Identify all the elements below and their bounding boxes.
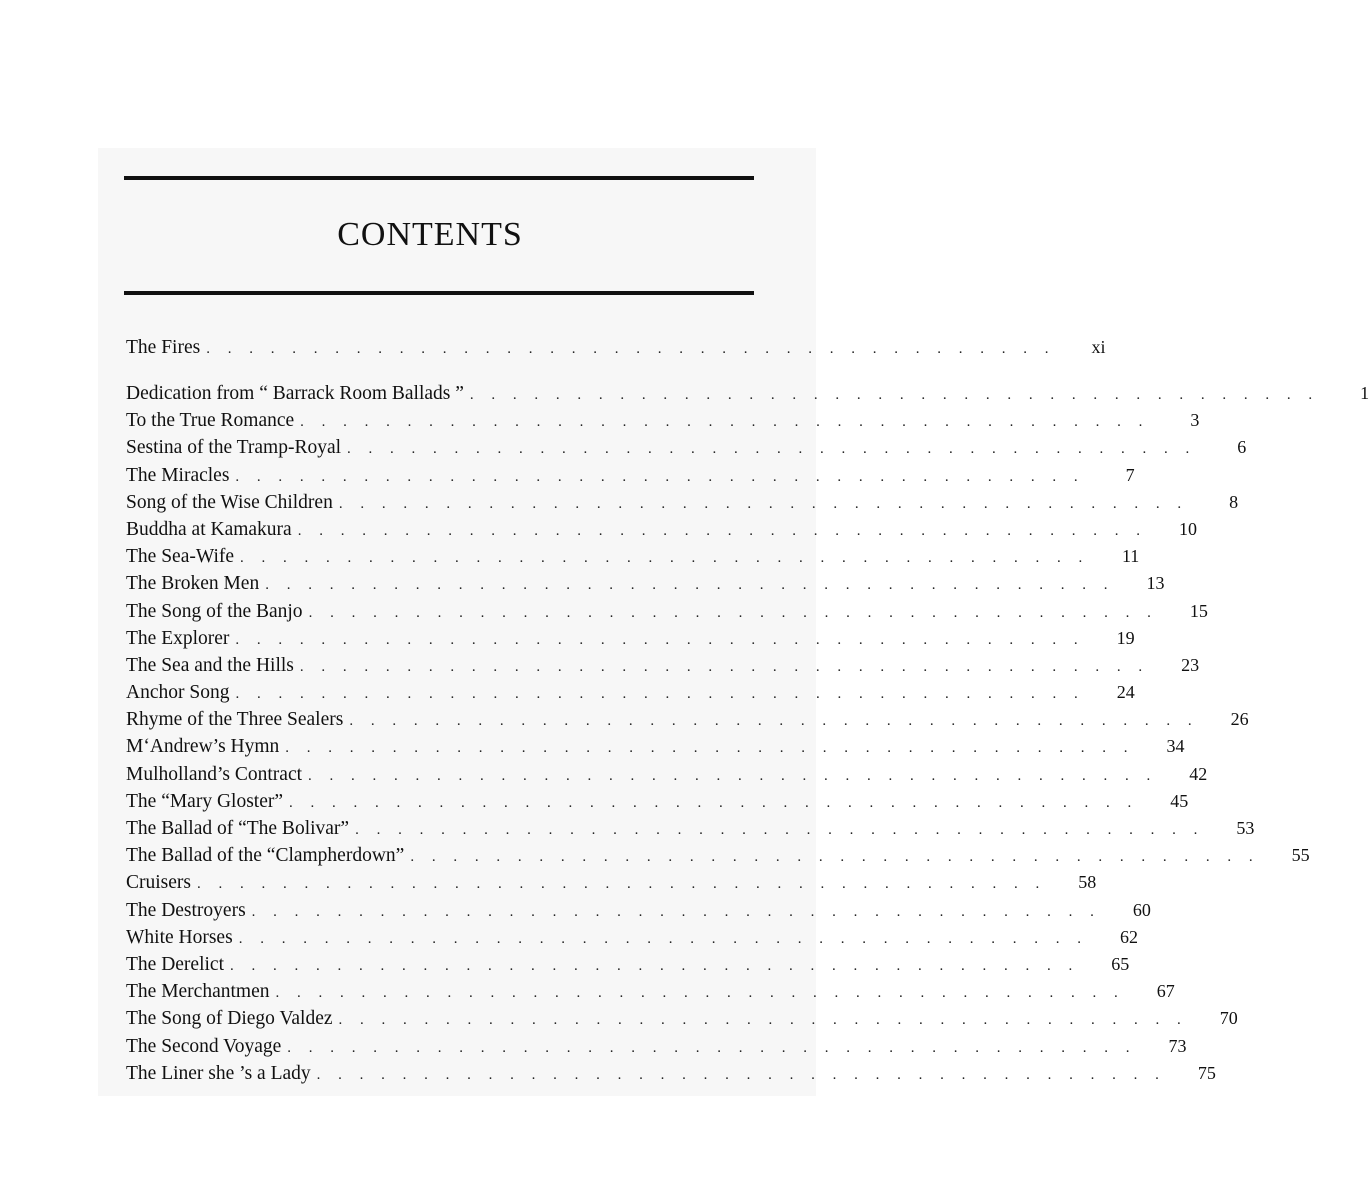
- toc-entry-title: The Broken Men: [126, 573, 260, 595]
- toc-list: [126, 380, 1369, 1087]
- toc-entry-title: Cruisers: [126, 872, 191, 894]
- toc-entry: [126, 434, 1247, 461]
- toc-entry-page: 15: [1189, 600, 1208, 621]
- toc-entry: [126, 1033, 1187, 1060]
- toc-entry: [126, 516, 1197, 543]
- toc-leader-dots: . . . . . . . . . . . . . . . . . . . . . . . . . . . . . . . . . . . . . . . .: [275, 985, 1125, 1002]
- toc-entry-page: 65: [1111, 953, 1130, 974]
- toc-entry-title: Dedication from “ Barrack Room Ballads ”: [126, 383, 464, 404]
- toc-entry: [126, 924, 1138, 951]
- toc-entry-page: 6: [1237, 437, 1247, 458]
- toc-entry: [126, 842, 1310, 869]
- toc-leader-dots: . . . . . . . . . . . . . . . . . . . . . . . . . . . . . . . . . . . . . . . .: [355, 822, 1205, 838]
- toc-leader-dots: . . . . . . . . . . . . . . . . . . . . . . . . . . . . . . . . . . . . . . . .: [299, 658, 1150, 675]
- toc-entry-page: 73: [1168, 1035, 1187, 1056]
- toc-entry-page: 75: [1197, 1062, 1216, 1083]
- toc-entry: [126, 543, 1140, 570]
- toc-leader-dots: . . . . . . . . . . . . . . . . . . . . . . . . . . . . . . . . . . . . . . . .: [289, 794, 1139, 811]
- toc-entry-page: 7: [1125, 464, 1135, 485]
- toc-entry-page: 11: [1121, 546, 1140, 567]
- toc-entry-page: 53: [1236, 818, 1255, 838]
- toc-entry-title: M‘Andrew’s Hymn: [126, 736, 280, 758]
- bottom-rule: [124, 291, 754, 295]
- toc-entry-title: The Ballad of “The Bolivar”: [126, 818, 350, 839]
- toc-leader-dots: . . . . . . . . . . . . . . . . . . . . . . . . . . . . . . . . . . . . . . . .: [469, 387, 1320, 403]
- toc-entry: [126, 1005, 1238, 1032]
- toc-leader-dots: . . . . . . . . . . . . . . . . . . . . . . . . . . . . . . . . . . . . . . . .: [308, 767, 1158, 784]
- toc-leader-dots: . . . . . . . . . . . . . . . . . . . . . . . . . . . . . . . . . . . . . . . .: [206, 341, 1056, 357]
- toc-entry-title: The “Mary Gloster”: [126, 790, 284, 812]
- toc-entry-title: White Horses: [126, 926, 233, 948]
- toc-entry-page: 8: [1229, 491, 1239, 512]
- toc-entry-title: The Miracles: [126, 464, 230, 486]
- toc-entry-page: 26: [1230, 709, 1249, 730]
- toc-entry-page: 62: [1119, 926, 1138, 947]
- toc-entry-title: The Fires: [126, 337, 201, 358]
- toc-leader-dots: . . . . . . . . . . . . . . . . . . . . . . . . . . . . . . . . . . . . . . . .: [197, 876, 1047, 893]
- page-title: CONTENTS: [337, 216, 523, 253]
- toc-leader-dots: . . . . . . . . . . . . . . . . . . . . . . . . . . . . . . . . . . . . . . . .: [308, 604, 1158, 621]
- toc-entry: [126, 706, 1249, 733]
- toc-entry: [126, 407, 1200, 434]
- toc-entry-title: Buddha at Kamakura: [126, 518, 292, 540]
- toc-entry: [126, 951, 1130, 978]
- toc-entry: [126, 815, 1255, 842]
- toc-entry: [126, 380, 1369, 407]
- toc-entry: [126, 598, 1208, 625]
- toc-entry-title: The Song of the Banjo: [126, 600, 303, 622]
- toc-entry-title: The Sea and the Hills: [126, 654, 294, 676]
- toc-leader-dots: . . . . . . . . . . . . . . . . . . . . . . . . . . . . . . . . . . . . . . . .: [316, 1066, 1166, 1083]
- toc-leader-dots: . . . . . . . . . . . . . . . . . . . . . . . . . . . . . . . . . . . . . . . .: [338, 1012, 1188, 1029]
- toc-entry: [126, 652, 1200, 679]
- toc-leader-dots: . . . . . . . . . . . . . . . . . . . . . . . . . . . . . . . . . . . . . . . .: [410, 849, 1260, 866]
- toc-leader-dots: . . . . . . . . . . . . . . . . . . . . . . . . . . . . . . . . . . . . . . . .: [235, 468, 1085, 485]
- toc-entry-title: Mulholland’s Contract: [126, 763, 303, 785]
- toc-entry: [126, 869, 1097, 896]
- toc-entry-title: To the True Romance: [126, 410, 295, 432]
- toc-entry-page: xi: [1091, 337, 1106, 357]
- toc-entry-page: 3: [1190, 410, 1200, 431]
- toc-entry-page: 24: [1116, 682, 1135, 703]
- toc-leader-dots: . . . . . . . . . . . . . . . . . . . . . . . . . . . . . . . . . . . . . . . .: [235, 631, 1085, 648]
- toc-entry-title: Anchor Song: [126, 682, 230, 704]
- toc-entry-page: 45: [1170, 790, 1189, 811]
- toc-entry-title: The Liner she ’s a Lady: [126, 1062, 311, 1084]
- toc-first-entry: [126, 334, 1106, 361]
- toc-entry-title: The Merchantmen: [126, 981, 270, 1003]
- toc-entry-page: 34: [1166, 736, 1185, 757]
- toc-leader-dots: . . . . . . . . . . . . . . . . . . . . . . . . . . . . . . . . . . . . . . . .: [230, 957, 1080, 974]
- toc-entry-page: 19: [1116, 627, 1135, 648]
- toc-entry: [126, 733, 1185, 760]
- toc-entry-page: 1: [1360, 383, 1369, 403]
- toc-entry: [126, 679, 1135, 706]
- toc-entry-title: Rhyme of the Three Sealers: [126, 709, 344, 731]
- toc-entry-page: 60: [1132, 899, 1151, 920]
- toc-entry-title: Sestina of the Tramp-Royal: [126, 437, 342, 459]
- toc-entry-title: Song of the Wise Children: [126, 491, 333, 513]
- toc-leader-dots: . . . . . . . . . . . . . . . . . . . . . . . . . . . . . . . . . . . . . . . .: [338, 495, 1189, 512]
- toc-entry-title: The Song of Diego Valdez: [126, 1008, 333, 1030]
- toc-leader-dots: . . . . . . . . . . . . . . . . . . . . . . . . . . . . . . . . . . . . . . . .: [265, 577, 1115, 594]
- toc-entry: [126, 334, 1106, 361]
- toc-entry-title: The Derelict: [126, 953, 224, 975]
- toc-entry: [126, 978, 1175, 1005]
- toc-entry-page: 13: [1146, 573, 1165, 594]
- toc-leader-dots: . . . . . . . . . . . . . . . . . . . . . . . . . . . . . . . . . . . . . . . .: [300, 414, 1150, 431]
- toc-entry: [126, 489, 1239, 516]
- toc-entry-page: 67: [1156, 981, 1175, 1002]
- toc-entry: [126, 570, 1165, 597]
- toc-leader-dots: . . . . . . . . . . . . . . . . . . . . . . . . . . . . . . . . . . . . . . . .: [349, 713, 1199, 730]
- top-rule: [124, 176, 754, 180]
- toc-entry-page: 58: [1078, 872, 1097, 893]
- toc-entry-page: 42: [1189, 763, 1208, 784]
- toc-leader-dots: . . . . . . . . . . . . . . . . . . . . . . . . . . . . . . . . . . . . . . . .: [251, 903, 1101, 920]
- toc-entry-title: The Explorer: [126, 627, 230, 649]
- toc-entry-title: The Ballad of the “Clampherdown”: [126, 845, 405, 867]
- toc-entry-title: The Destroyers: [126, 899, 246, 921]
- toc-leader-dots: . . . . . . . . . . . . . . . . . . . . . . . . . . . . . . . . . . . . . . . .: [287, 1039, 1137, 1056]
- toc-entry: [126, 462, 1135, 489]
- toc-entry: [126, 788, 1189, 815]
- toc-entry-page: 10: [1178, 518, 1197, 539]
- toc-leader-dots: . . . . . . . . . . . . . . . . . . . . . . . . . . . . . . . . . . . . . . . .: [238, 930, 1088, 947]
- toc-leader-dots: . . . . . . . . . . . . . . . . . . . . . . . . . . . . . . . . . . . . . . . .: [347, 441, 1197, 458]
- toc-leader-dots: . . . . . . . . . . . . . . . . . . . . . . . . . . . . . . . . . . . . . . . .: [285, 740, 1135, 757]
- toc-entry: [126, 761, 1208, 788]
- toc-entry-title: The Sea-Wife: [126, 546, 235, 568]
- toc-entry-page: 70: [1219, 1008, 1238, 1029]
- toc-entry-title: The Second Voyage: [126, 1035, 282, 1057]
- toc-entry-page: 23: [1181, 654, 1200, 675]
- toc-entry: [126, 897, 1151, 924]
- toc-entry: [126, 625, 1135, 652]
- toc-entry-page: 55: [1291, 845, 1310, 866]
- toc-entry: [126, 1060, 1216, 1087]
- toc-leader-dots: . . . . . . . . . . . . . . . . . . . . . . . . . . . . . . . . . . . . . . . .: [297, 522, 1147, 539]
- toc-leader-dots: . . . . . . . . . . . . . . . . . . . . . . . . . . . . . . . . . . . . . . . .: [240, 550, 1090, 567]
- toc-leader-dots: . . . . . . . . . . . . . . . . . . . . . . . . . . . . . . . . . . . . . . . .: [235, 686, 1085, 703]
